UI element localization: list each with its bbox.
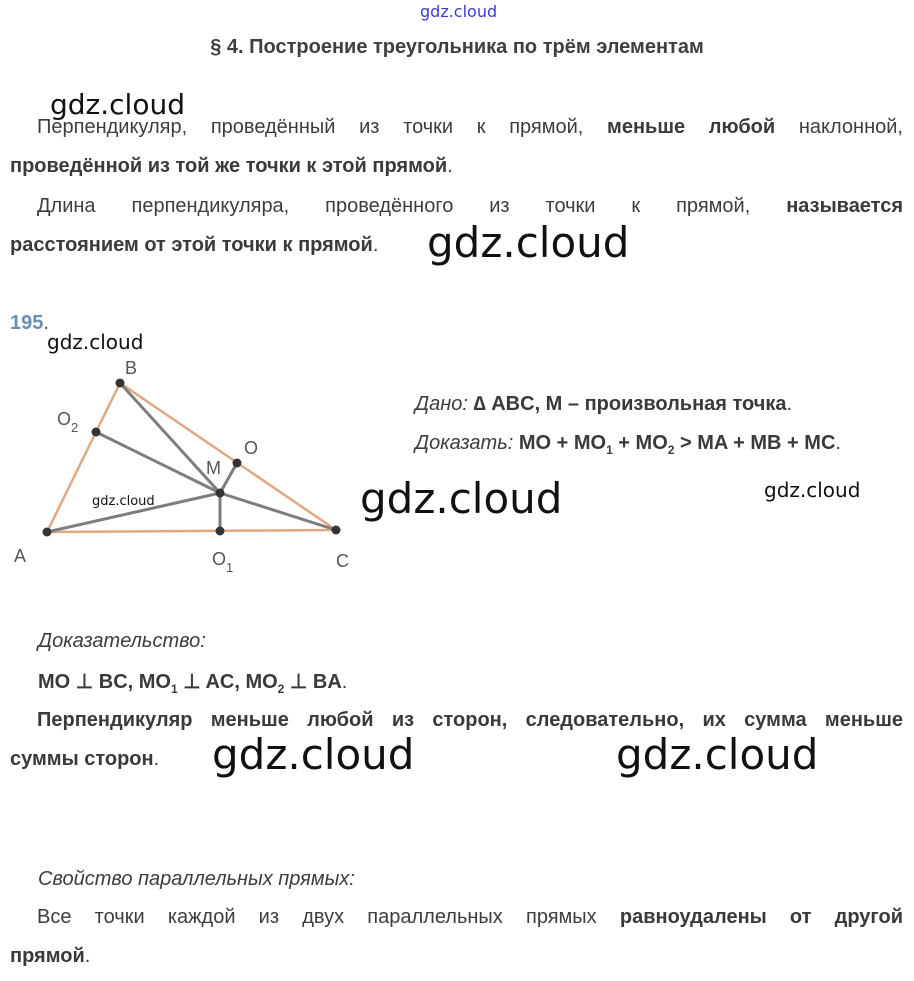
- given-text: ∆ ABC, M – произвольная точка: [467, 393, 787, 415]
- point-m: [216, 489, 225, 498]
- segment-mo2: [96, 432, 220, 493]
- triangle-sides: [47, 383, 336, 532]
- watermark: gdz.cloud: [50, 88, 185, 121]
- side-ab: [47, 383, 120, 532]
- point-o: [233, 459, 242, 468]
- points: [43, 379, 341, 537]
- watermark: gdz.cloud: [616, 730, 819, 779]
- point-a: [43, 528, 52, 537]
- prove-label: Доказать:: [415, 432, 514, 454]
- proof-label: Доказательство:: [38, 630, 206, 652]
- inner-segments: [47, 383, 336, 532]
- property-title: Свойство параллельных прямых:: [38, 868, 355, 890]
- watermark: gdz.cloud: [212, 730, 415, 779]
- proof-bold: суммы сторон: [10, 748, 154, 770]
- given-label: Дано:: [415, 393, 468, 415]
- point-c: [332, 526, 341, 535]
- theory-text: Перпендикуляр, проведённый из точки к прямой,: [37, 116, 608, 138]
- watermark: gdz.cloud: [360, 474, 563, 523]
- theory-bold: меньше любой: [607, 116, 776, 138]
- label-c: C: [336, 551, 349, 571]
- task-number-value: 195: [10, 312, 44, 334]
- prove-line: Доказать: MO + $MO_1 + MO_2$ > MA + MB + MC.: [415, 432, 841, 457]
- label-m: M: [206, 458, 221, 478]
- watermark: gdz.cloud: [764, 478, 861, 502]
- theory-bold: называется: [786, 195, 903, 217]
- triangle-figure: [0, 350, 380, 590]
- label-a: A: [14, 546, 27, 566]
- side-ac: [47, 530, 336, 532]
- label-o1: $O_1$: [212, 549, 234, 575]
- point-o2: [92, 428, 101, 437]
- proof-bold: Перпендикуляр меньше любой из сторон, следовательно, их сумма меньше: [37, 709, 903, 731]
- watermark: gdz.cloud: [92, 494, 155, 509]
- segment-mc: [220, 493, 336, 530]
- site-watermark: gdz.cloud: [420, 2, 498, 21]
- given-dot: .: [786, 393, 793, 415]
- section-title: § 4. Построение треугольника по трём элементам: [210, 36, 704, 58]
- proof-paragraph: Перпендикуляр меньше любой из сторон, следовательно, их сумма меньше суммы сторон.: [10, 709, 903, 770]
- watermark: gdz.cloud: [427, 218, 630, 267]
- point-b: [116, 379, 125, 388]
- label-o2: $O_2$: [57, 409, 79, 435]
- theory-text: .: [447, 155, 453, 177]
- label-o: O: [244, 438, 259, 458]
- task-number: [10, 312, 49, 335]
- prove-text: MO + $MO_1 + MO_2$ > MA + MB + MC: [513, 432, 836, 457]
- segment-mb: [120, 383, 220, 493]
- watermark: gdz.cloud: [47, 330, 144, 354]
- label-b: B: [125, 358, 138, 378]
- theory-text: наклонной,: [775, 116, 903, 138]
- proof-line-1: MO ⊥ BC, $MO_1$ ⊥ AC, $MO_2$ ⊥ BA.: [38, 671, 348, 696]
- task-number-dot: .: [43, 312, 49, 334]
- point-o1: [216, 527, 225, 536]
- segment-mo: [220, 463, 237, 493]
- theory-bold: проведённой из той же точки к этой прямой: [10, 155, 448, 177]
- theory-bold: расстоянием от этой точки к прямой: [10, 234, 373, 256]
- given-line: [415, 393, 792, 416]
- theory-text: .: [372, 234, 379, 256]
- theory-text: Длина перпендикуляра, проведённого из точки к прямой,: [37, 195, 787, 217]
- property-paragraph: Все точки каждой из двух параллельных прямых равноудалены от другой прямой.: [10, 906, 903, 967]
